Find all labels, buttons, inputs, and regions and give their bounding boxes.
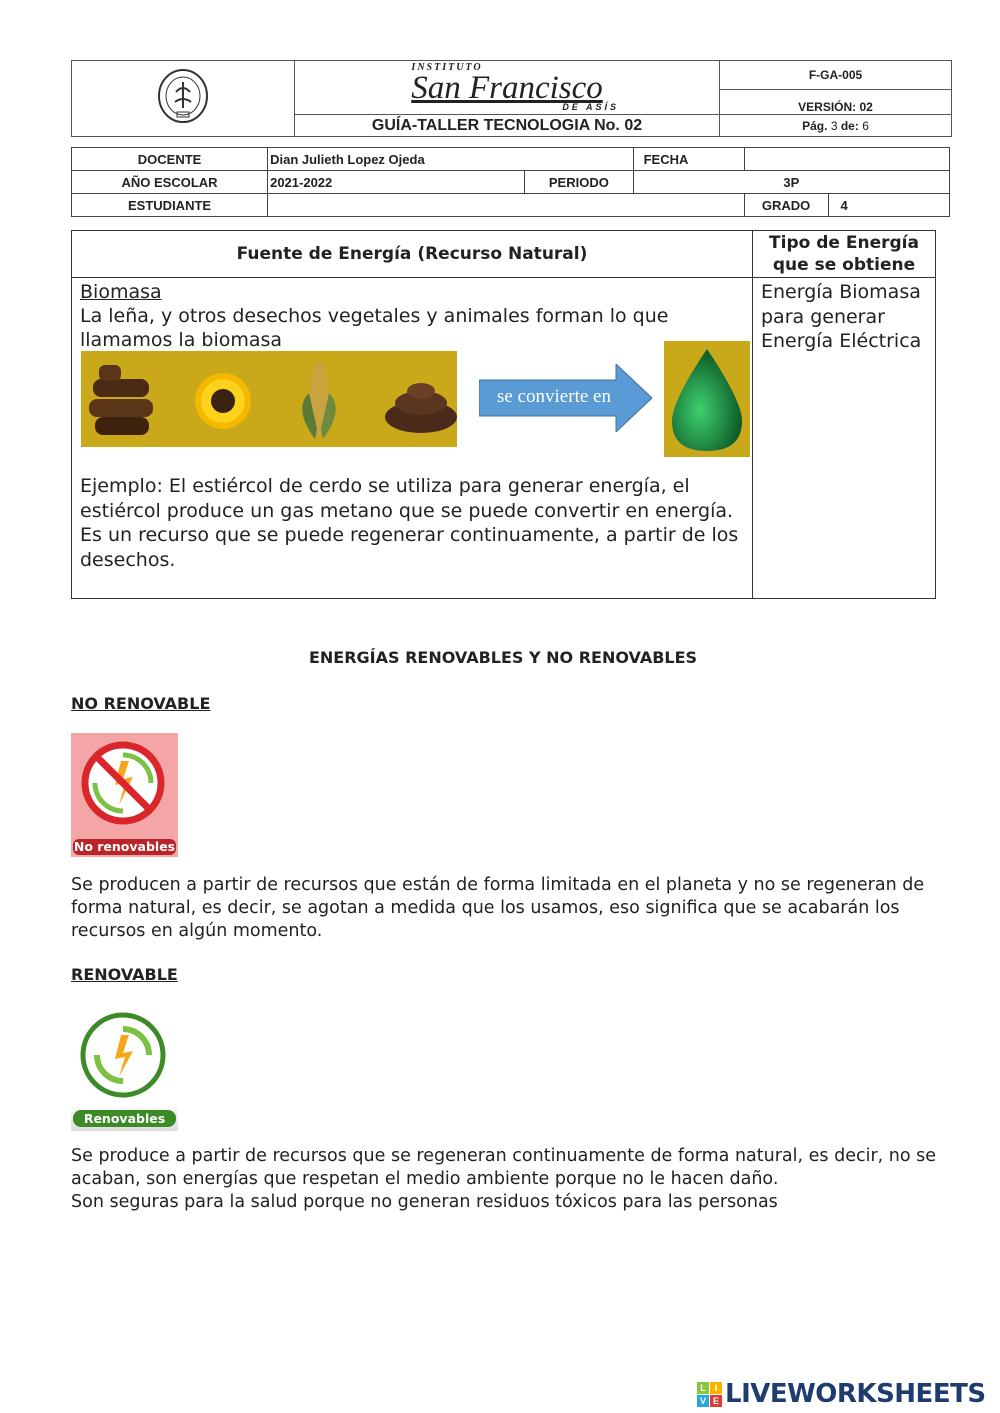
institute-suffix: DE ASÍS [562, 102, 619, 112]
sunflower-icon [195, 373, 251, 429]
institute-small-label: INSTITUTO [411, 62, 483, 73]
docente-label: DOCENTE [72, 148, 268, 171]
energy-type-cell [753, 278, 936, 599]
form-code: F-GA-005 [720, 61, 952, 90]
grado-value: 4 [828, 194, 949, 217]
renovable-heading: RENOVABLE [71, 965, 178, 984]
arrow-label: se convierte en [497, 386, 611, 407]
col-header-source: Fuente de Energía (Recurso Natural) [72, 231, 753, 278]
renovables-badge: Renovables [73, 1110, 176, 1127]
page-indicator [720, 115, 952, 137]
info-table [71, 147, 950, 217]
energy-source-table [71, 230, 936, 599]
renovable-text-1: Se produce a partir de recursos que se regeneran continuamente de forma natural, es decir, no se acaban, son energías que respetan el medio ambiente porque no le hacen daño. [71, 1146, 937, 1189]
fecha-label: FECHA [633, 148, 744, 171]
example-text: Ejemplo: El estiércol de cerdo se utiliza para generar energía, el estiércol produce un gas metano que se puede convertir en energía. [80, 475, 734, 522]
col-header-energy-type: Tipo de Energía que se obtiene [753, 231, 936, 278]
page-number: 3 [830, 118, 838, 133]
institute-name: San Francisco [411, 70, 603, 106]
no-renovables-badge: No renovables [73, 839, 176, 854]
converts-arrow [479, 364, 652, 432]
renewable-icon [71, 1009, 178, 1104]
regeneration-text: Es un recurso que se puede regenerar continuamente, a partir de los desechos. [80, 524, 739, 571]
periodo-label: PERIODO [525, 171, 633, 194]
logo-letter-i: I [710, 1382, 722, 1394]
source-cell [72, 278, 753, 599]
brand-name: LIVEWORKSHEETS [725, 1379, 986, 1409]
no-renovable-heading: NO RENOVABLE [71, 694, 211, 713]
biomass-image [81, 351, 457, 447]
page-label: Pág. [802, 118, 828, 133]
docente-value: Dian Julieth Lopez Ojeda [268, 148, 634, 171]
renovable-text-2: Son seguras para la salud porque no generan residuos tóxicos para las personas [71, 1192, 778, 1212]
grado-label: GRADO [744, 194, 828, 217]
logo-letter-e: E [710, 1395, 722, 1407]
institute-logo-cell [295, 61, 720, 115]
guide-title: GUÍA-TALLER TECNOLOGIA No. 02 [295, 115, 720, 137]
green-drop-icon [664, 341, 750, 457]
firewood-icon [89, 365, 153, 435]
logo-letter-l: L [697, 1382, 709, 1394]
source-description: La leña, y otros desechos vegetales y animales forman lo que llamamos la biomasa [80, 305, 669, 351]
renovable-image [71, 1009, 178, 1131]
page-total: 6 [862, 118, 869, 133]
page-of-label: de: [840, 118, 859, 133]
corn-icon [302, 361, 335, 439]
energy-type-text: Energía Biomasa para generar Energía Eléctrica [761, 281, 922, 352]
anio-value: 2021-2022 [268, 171, 525, 194]
renovable-description [71, 1145, 946, 1214]
section-title: ENERGÍAS RENOVABLES Y NO RENOVABLES [308, 648, 698, 667]
manure-icon [385, 383, 457, 433]
document-header [71, 60, 952, 137]
form-version: VERSIÓN: 02 [720, 90, 952, 115]
no-renovable-image [71, 733, 178, 857]
school-seal-icon [157, 68, 209, 124]
fecha-field[interactable] [744, 148, 949, 171]
no-renewable-icon [71, 733, 178, 838]
source-title: Biomasa [80, 281, 162, 303]
estudiante-field[interactable] [268, 194, 745, 217]
logo-letter-v: V [697, 1395, 709, 1407]
liveworksheets-logo[interactable] [697, 1379, 986, 1409]
estudiante-label: ESTUDIANTE [72, 194, 268, 217]
anio-label: AÑO ESCOLAR [72, 171, 268, 194]
green-drop-image [664, 341, 750, 457]
live-blocks-icon [697, 1382, 722, 1407]
no-renovable-description: Se producen a partir de recursos que están de forma limitada en el planeta y no se regeneran de forma natural, es decir, se agotan a medida que los usamos, eso significa que se acabarán los recursos en algún momento. [71, 875, 925, 941]
periodo-value: 3P [633, 171, 949, 194]
